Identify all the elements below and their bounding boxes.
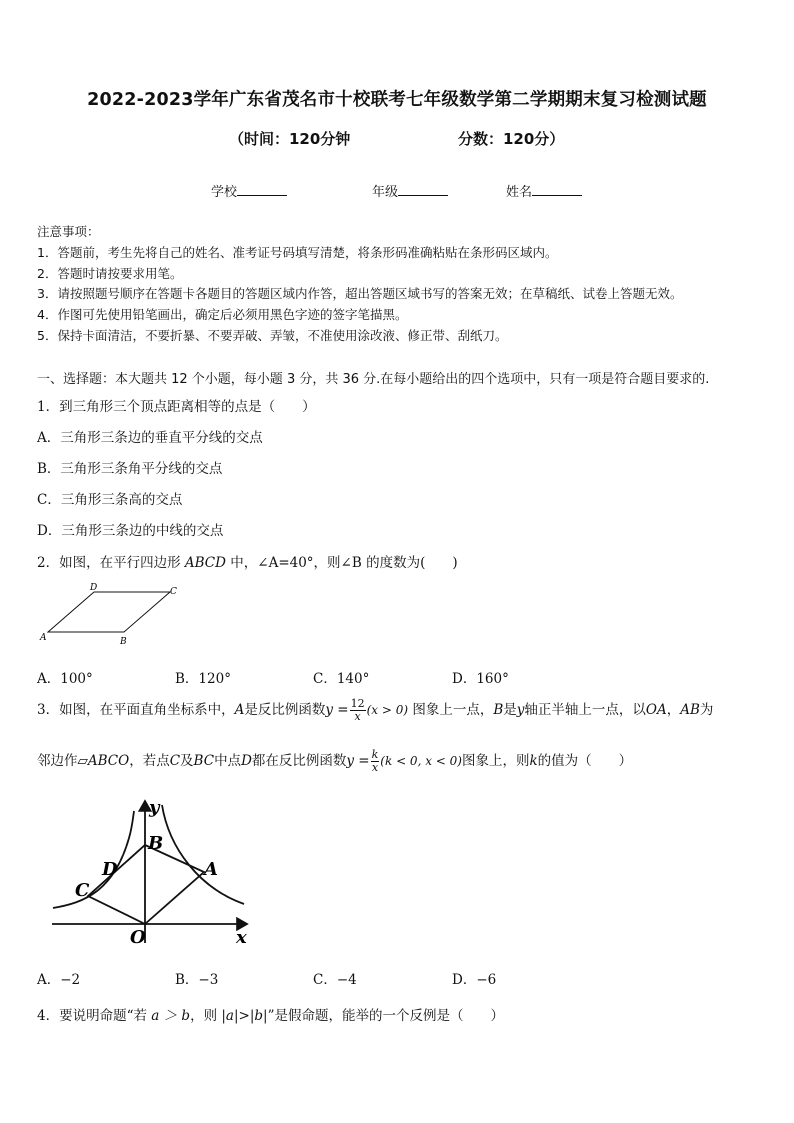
grade-field xyxy=(372,181,448,200)
label-b: B xyxy=(120,637,127,647)
q2-option-a: A．100° xyxy=(37,671,93,687)
q3-func-y: y = xyxy=(325,702,349,718)
q2-stem-prefix: 2．如图，在平行四边形 xyxy=(37,555,185,571)
note-item: 2．答题时请按要求用笔。 xyxy=(37,265,183,281)
exam-time: （时间：120分钟 xyxy=(229,130,351,148)
q3-text: 是反比例函数 xyxy=(244,702,326,718)
q3-var-b: B xyxy=(493,702,504,718)
q4-abs: |a|>|b| xyxy=(221,1008,268,1024)
name-label: 姓名 xyxy=(506,185,533,200)
q3-var-ab: AB xyxy=(680,702,700,718)
q2-option-d: D．160° xyxy=(452,671,509,687)
q3-text: 图象上一点， xyxy=(408,702,494,718)
label-d: D xyxy=(90,583,98,593)
school-blank xyxy=(237,183,287,196)
label-a: A xyxy=(204,859,218,880)
parallelogram-shape xyxy=(48,592,170,632)
school-field xyxy=(211,181,287,200)
q1-option-b: B．三角形三条角平分线的交点 xyxy=(37,461,223,477)
label-y: y xyxy=(149,797,160,818)
grade-blank xyxy=(398,183,448,196)
note-item: 1．答题前，考生先将自己的姓名、准考证号码填写清楚，将条形码准确粘贴在条形码区域内。 xyxy=(37,244,558,260)
q2-option-b: B．120° xyxy=(175,671,231,687)
q3-var-c: C xyxy=(169,753,181,769)
q3-fraction-kx xyxy=(371,749,380,774)
q3-fraction-12x xyxy=(350,698,366,723)
q3-option-b: B．−3 xyxy=(175,972,219,988)
q3-var-a: A xyxy=(234,702,245,718)
q2-stem xyxy=(37,551,458,571)
q2-stem-suffix: 中，∠A=40°，则∠B 的度数为( ) xyxy=(225,555,458,571)
q3-stem-line1 xyxy=(37,697,713,723)
q3-text: ，若点 xyxy=(129,753,170,769)
q3-var-d: D xyxy=(241,753,252,769)
name-blank xyxy=(532,183,582,196)
label-x: x xyxy=(236,927,247,948)
curve-k-over-x xyxy=(53,811,134,908)
q3-var-oa: OA xyxy=(645,702,667,718)
frac-num: k xyxy=(371,748,379,761)
q3-text: 及 xyxy=(180,753,194,769)
frac-den: x xyxy=(354,710,361,723)
q3-text: 3．如图，在平面直角坐标系中， xyxy=(37,702,235,718)
q3-text: 图象上，则 xyxy=(461,753,530,769)
q4-cond: a ＞ b xyxy=(151,1008,191,1024)
q1-option-c: C．三角形三条高的交点 xyxy=(37,492,183,508)
name-field xyxy=(506,181,582,200)
frac-num: 12 xyxy=(350,697,365,710)
q1-option-d: D．三角形三条边的中线的交点 xyxy=(37,523,224,539)
q1-stem: 1．到三角形三个顶点距离相等的点是（ ） xyxy=(37,399,316,415)
notes-heading: 注意事项： xyxy=(37,224,100,239)
frac-den: x xyxy=(371,761,379,774)
note-item: 5．保持卡面清洁，不要折暴、不要弄破、弄皱，不准使用涂改液、修正带、刮纸刀。 xyxy=(37,327,508,343)
q4-text: 4．要说明命题“若 xyxy=(37,1008,152,1024)
q3-text: 轴正半轴上一点，以 xyxy=(524,702,646,718)
label-d: D xyxy=(102,859,118,880)
q3-var-y: y xyxy=(516,702,525,718)
label-c: C xyxy=(170,587,177,597)
q3-cond2: (k < 0, x < 0) xyxy=(380,754,462,768)
note-item: 4．作图可先使用铅笔画出，确定后必须用黑色字迹的签字笔描黑。 xyxy=(37,307,408,323)
grade-label: 年级 xyxy=(372,185,399,200)
q3-var-k: k xyxy=(529,753,538,769)
q3-option-a: A．−2 xyxy=(37,972,81,988)
q3-text: ， xyxy=(666,702,681,718)
q3-text: 是 xyxy=(503,702,517,718)
label-o: O xyxy=(130,927,146,948)
q3-var-abco: ▱ABCO xyxy=(77,753,130,769)
q2-parallelogram-figure xyxy=(36,580,186,650)
page-title: 2022-2023学年广东省茂名市十校联考七年级数学第二学期期末复习检测试题 xyxy=(87,90,707,110)
q3-var-bc: BC xyxy=(193,753,215,769)
school-label: 学校 xyxy=(211,185,238,200)
q3-text: 邻边作 xyxy=(37,753,78,769)
q3-func-y2: y = xyxy=(346,753,370,769)
section-heading: 一、选择题：本大题共 12 个小题，每小题 3 分，共 36 分.在每小题给出的四个选项中，只有一项是符合题目要求的. xyxy=(37,372,710,387)
q3-text: 中点 xyxy=(214,753,242,769)
q2-abcd: ABCD xyxy=(184,555,226,571)
exam-score: 分数：120分） xyxy=(458,130,565,148)
q3-stem-line2 xyxy=(37,748,632,774)
q3-coordinate-graph xyxy=(44,793,264,953)
curve-12-over-x xyxy=(162,805,244,904)
q3-option-c: C．−4 xyxy=(313,972,357,988)
q4-text: ，则 xyxy=(190,1008,222,1024)
q1-option-a: A．三角形三条边的垂直平分线的交点 xyxy=(37,430,263,446)
q4-text: ”是假命题，能举的一个反例是（ ） xyxy=(267,1008,504,1024)
q4-stem xyxy=(37,1004,504,1024)
label-b: B xyxy=(148,833,164,854)
q3-text: 都在反比例函数 xyxy=(251,753,347,769)
label-c: C xyxy=(75,880,90,901)
q3-option-d: D．−6 xyxy=(452,972,497,988)
q3-text: 为 xyxy=(699,702,714,718)
label-a: A xyxy=(40,633,47,643)
note-item: 3．请按照题号顺序在答题卡各题目的答题区域内作答，超出答题区域书写的答案无效；在草稿纸、试卷上答题无效。 xyxy=(37,286,683,302)
q3-text: 的值为（ ） xyxy=(537,753,633,769)
notes-block xyxy=(37,222,682,347)
q2-option-c: C．140° xyxy=(313,671,370,687)
q3-cond: (x > 0) xyxy=(366,703,409,717)
